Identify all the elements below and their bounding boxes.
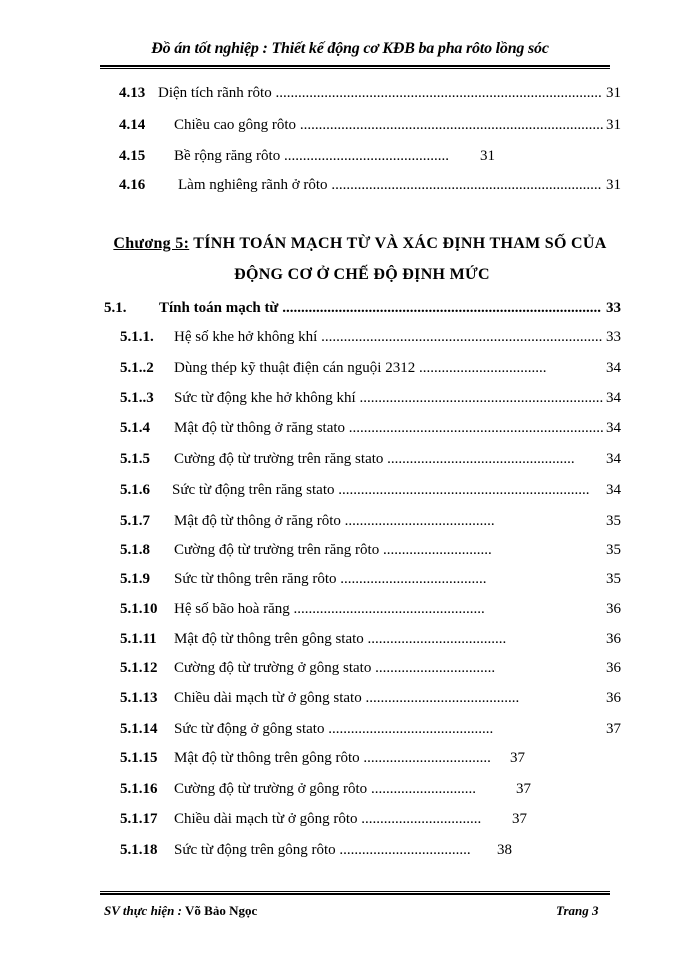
page-header-title: Đồ án tốt nghiệp : Thiết kế động cơ KĐB ba pha rôto lồng sóc (151, 40, 549, 57)
toc-subsection-entry (0, 628, 700, 650)
toc-entry-page: 37 (606, 721, 621, 737)
toc-entry-title: Hệ số khe hở không khí ........................................................................... (174, 329, 603, 345)
toc-subsection-entry (0, 598, 700, 620)
footer-page-number: Trang 3 (556, 903, 599, 918)
toc-entry-number: 5.1.5 (120, 451, 150, 467)
toc-entry-page: 31 (480, 148, 495, 164)
toc-entry (0, 82, 700, 104)
toc-entry-number: 5.1.17 (120, 811, 158, 827)
toc-entry-page: 35 (606, 542, 621, 558)
toc-entry-number: 5.1.10 (120, 601, 158, 617)
toc-subsection-entry (0, 357, 700, 379)
toc-section-page: 33 (606, 300, 621, 316)
toc-entry-page: 34 (606, 451, 621, 467)
toc-leader-dots: ..................................... (367, 631, 507, 647)
toc-entry-page: 31 (606, 85, 621, 101)
toc-entry-title: Chiều cao gông rôto ................................................................................. (174, 117, 604, 133)
toc-leader-dots: ........................................ (344, 513, 495, 529)
toc-leader-dots: ............................ (370, 781, 476, 797)
toc-leader-dots: ................................................................... (338, 482, 590, 498)
toc-entry-page: 31 (606, 117, 621, 133)
toc-entry-title: Dùng thép kỹ thuật điện cán nguội 2312 .................................. (174, 360, 547, 376)
toc-leader-dots: ................................................... (293, 601, 485, 617)
toc-leader-dots: ............................................ (328, 721, 494, 737)
footer-author-label: SV thực hiện : (104, 903, 182, 918)
toc-leader-dots: ..................................................................................... (282, 300, 601, 316)
toc-entry-number: 5.1.7 (120, 513, 150, 529)
toc-subsection-entry (0, 718, 700, 740)
toc-entry (0, 145, 700, 167)
toc-entry-title: Bề rộng răng rôto ............................................ (174, 148, 449, 164)
toc-entry-title: Cường độ từ trường trên răng rôto ............................. (174, 542, 492, 558)
toc-leader-dots: .................................................. (387, 451, 575, 467)
toc-entry-page: 36 (606, 660, 621, 676)
toc-entry-page: 36 (606, 690, 621, 706)
toc-subsection-entry (0, 326, 700, 348)
toc-entry-number: 4.13 (119, 85, 146, 101)
toc-entry-title: Sức từ thông trên răng rôto ....................................... (174, 571, 487, 587)
toc-entry-title: Diện tích rãnh rôto ....................................................................................... (158, 85, 602, 101)
toc-entry-title: Chiều dài mạch từ ở gông stato ......................................... (174, 690, 520, 706)
toc-leader-dots: ................................ (361, 811, 482, 827)
toc-entry-title: Hệ số bão hoà răng ................................................... (174, 601, 485, 617)
toc-leader-dots: .................................................................... (348, 420, 604, 436)
toc-subsection-entry (0, 747, 700, 769)
toc-entry-number: 5.1.13 (120, 690, 158, 706)
toc-leader-dots: ....................................... (340, 571, 487, 587)
toc-subsection-entry (0, 387, 700, 409)
toc-entry-page: 35 (606, 571, 621, 587)
toc-entry-title: Cường độ từ trường trên răng stato .................................................. (174, 451, 575, 467)
toc-section-number: 5.1. (104, 300, 127, 316)
footer-author-name: Võ Bảo Ngọc (185, 903, 258, 918)
toc-entry-page: 31 (606, 177, 621, 193)
toc-entry-page: 34 (606, 390, 621, 406)
toc-subsection-entry (0, 839, 700, 861)
toc-entry-page: 33 (606, 329, 621, 345)
toc-leader-dots: ........................................................................... (321, 329, 603, 345)
toc-entry-number: 5.1.9 (120, 571, 150, 587)
footer-author (104, 903, 257, 919)
toc-subsection-entry (0, 808, 700, 830)
toc-leader-dots: ....................................................................................... (275, 85, 602, 101)
toc-entry-page: 36 (606, 601, 621, 617)
toc-entry-page: 34 (606, 482, 621, 498)
toc-entry-title: Mật độ từ thông ở răng stato .................................................................... (174, 420, 604, 436)
toc-entry-title: Mật độ từ thông ở răng rôto ........................................ (174, 513, 495, 529)
toc-entry-title: Sức từ động ở gông stato ............................................ (174, 721, 494, 737)
toc-entry-title: Chiều dài mạch từ ở gông rôto ................................ (174, 811, 482, 827)
toc-section-title: Tính toán mạch từ ..................................................................................... (159, 300, 601, 316)
toc-entry-title: Cường độ từ trường ở gông stato ................................ (174, 660, 496, 676)
toc-entry-title: Sức từ động trên gông rôto ................................... (174, 842, 471, 858)
toc-entry-number: 5.1.6 (120, 482, 150, 498)
toc-entry-number: 5.1.1. (120, 329, 154, 345)
toc-entry-number: 5.1.8 (120, 542, 150, 558)
toc-entry (0, 114, 700, 136)
toc-subsection-entry (0, 479, 700, 501)
toc-entry-number: 5.1.18 (120, 842, 158, 858)
chapter-label: Chương 5: (113, 235, 190, 252)
toc-entry-page: 37 (510, 750, 525, 766)
toc-entry-title: Mật độ từ thông trên gông stato ..................................... (174, 631, 507, 647)
toc-leader-dots: .................................. (418, 360, 547, 376)
toc-entry-number: 4.16 (119, 177, 146, 193)
toc-entry-title: Mật độ từ thông trên gông rôto .................................. (174, 750, 491, 766)
toc-entry-page: 34 (606, 360, 621, 376)
toc-subsection-entry (0, 539, 700, 561)
toc-entry-title: Làm nghiêng rãnh ở rôto ........................................................................ (178, 177, 602, 193)
toc-entry-number: 5.1.16 (120, 781, 158, 797)
toc-leader-dots: .................................. (363, 750, 491, 766)
toc-entry-number: 5.1.15 (120, 750, 158, 766)
toc-leader-dots: ................................................................. (359, 390, 604, 406)
toc-entry-number: 5.1.14 (120, 721, 158, 737)
footer-rule (100, 891, 610, 895)
toc-entry-number: 4.14 (119, 117, 146, 133)
toc-entry-page: 35 (606, 513, 621, 529)
toc-subsection-entry (0, 568, 700, 590)
toc-subsection-entry (0, 448, 700, 470)
toc-subsection-entry (0, 687, 700, 709)
toc-entry-title: Cường độ từ trường ở gông rôto ............................ (174, 781, 476, 797)
toc-entry-number: 5.1..2 (120, 360, 154, 376)
toc-subsection-entry (0, 417, 700, 439)
toc-entry (0, 174, 700, 196)
toc-entry-page: 37 (516, 781, 531, 797)
toc-leader-dots: ................................................................................. (299, 117, 604, 133)
toc-entry-page: 38 (497, 842, 512, 858)
chapter-heading (10, 235, 700, 253)
chapter-title-line1: TÍNH TOÁN MẠCH TỪ VÀ XÁC ĐỊNH THAM SỐ CỦA (193, 235, 607, 252)
toc-entry-number: 4.15 (119, 148, 146, 164)
toc-subsection-entry (0, 510, 700, 532)
toc-leader-dots: ............................................ (283, 148, 449, 164)
toc-leader-dots: ................................... (339, 842, 471, 858)
toc-entry-page: 37 (512, 811, 527, 827)
toc-entry-number: 5.1.4 (120, 420, 150, 436)
toc-leader-dots: ........................................................................ (331, 177, 602, 193)
toc-entry-title: Sức từ động khe hở không khí ................................................................. (174, 390, 604, 406)
toc-entry-page: 36 (606, 631, 621, 647)
toc-entry-number: 5.1..3 (120, 390, 154, 406)
toc-entry-number: 5.1.11 (120, 631, 157, 647)
toc-leader-dots: ............................. (382, 542, 492, 558)
toc-section-entry (0, 297, 700, 319)
toc-subsection-entry (0, 657, 700, 679)
toc-subsection-entry (0, 778, 700, 800)
toc-entry-page: 34 (606, 420, 621, 436)
toc-leader-dots: ................................ (375, 660, 496, 676)
toc-entry-title: Sức từ động trên răng stato ................................................................... (172, 482, 590, 498)
toc-leader-dots: ......................................... (365, 690, 520, 706)
header-rule (100, 65, 610, 69)
chapter-title-line2: ĐỘNG CƠ Ở CHẾ ĐỘ ĐỊNH MỨC (234, 266, 490, 283)
toc-entry-number: 5.1.12 (120, 660, 158, 676)
